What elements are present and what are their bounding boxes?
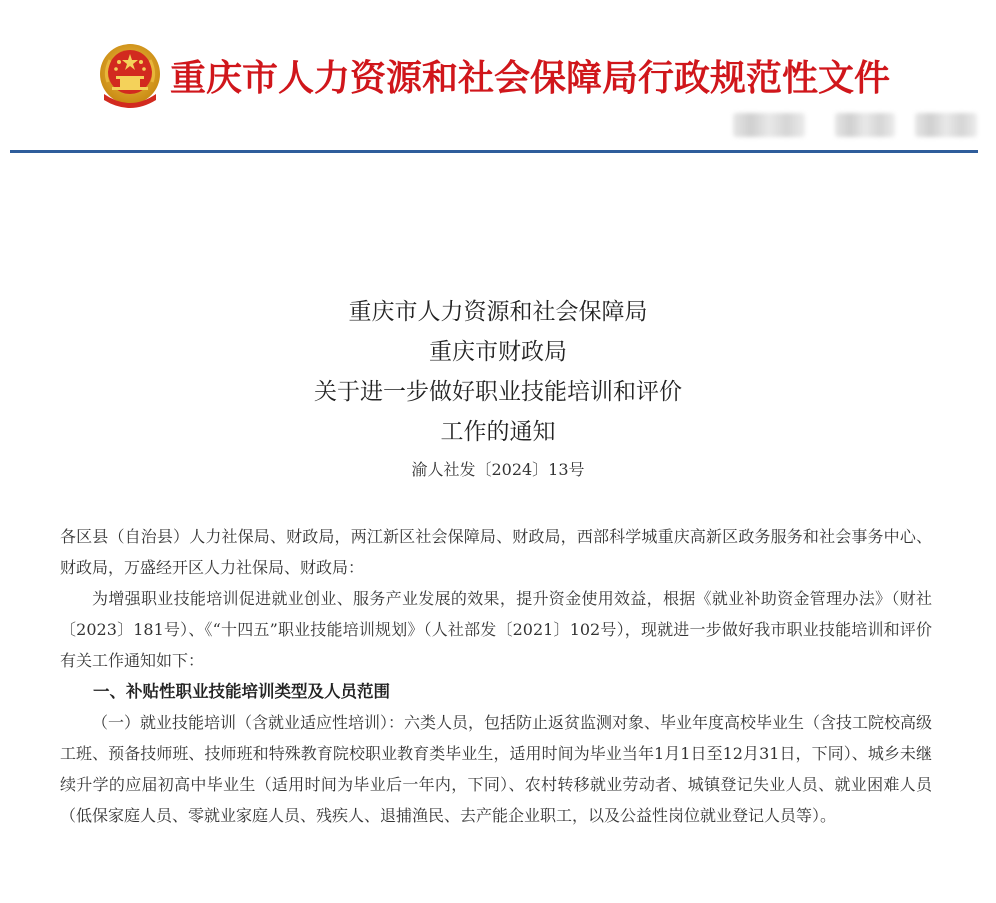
- document-title-block: [0, 292, 996, 482]
- subject-line-1: 关于进一步做好职业技能培训和评价: [314, 379, 682, 405]
- section-heading-1: 一、补贴性职业技能培训类型及人员范围: [93, 682, 390, 701]
- recipients-paragraph: 各区县（自治县）人力社保局、财政局，两江新区社会保障局、财政局，西部科学城重庆高新区政务服务和社会事务中心、财政局，万盛经开区人力社保局、财政局：: [60, 527, 932, 577]
- subject-line-2: 工作的通知: [440, 419, 556, 445]
- banner-title: 重庆市人力资源和社会保障局行政规范性文件: [170, 57, 891, 99]
- redacted-block: [733, 113, 805, 137]
- intro-paragraph: 为增强职业技能培训促进就业创业、服务产业发展的效果，提升资金使用效益，根据《就业补助资金管理办法》（财社〔2023〕181号）、《“十四五”职业技能培训规划》（人社部发〔2021〕102号），现就进一步做好我市职业技能培训和评价有关工作通知如下：: [60, 589, 932, 670]
- redacted-block: [915, 113, 977, 137]
- document-number: 渝人社发〔2024〕13号: [411, 460, 585, 479]
- issuer-line-1: 重庆市人力资源和社会保障局: [348, 299, 648, 325]
- issuer-line-2: 重庆市财政局: [429, 339, 567, 365]
- document-body: [60, 521, 932, 831]
- header-divider: [10, 150, 978, 153]
- national-emblem-icon: [98, 42, 162, 110]
- item-paragraph-1: （一）就业技能培训（含就业适应性培训）：六类人员，包括防止返贫监测对象、毕业年度高校毕业生（含技工院校高级工班、预备技师班、技师班和特殊教育院校职业教育类毕业生，适用时间为毕业当年1月1日至12月31日，下同）、城乡未继续升学的应届初高中毕业生（适用时间为毕业后一年内，下同）、农村转移就业劳动者、城镇登记失业人员、就业困难人员（低保家庭人员、零就业家庭人员、残疾人、退捕渔民、去产能企业职工，以及公益性岗位就业登记人员等）。: [60, 713, 933, 825]
- document-header: [0, 0, 996, 160]
- redacted-block: [835, 113, 895, 137]
